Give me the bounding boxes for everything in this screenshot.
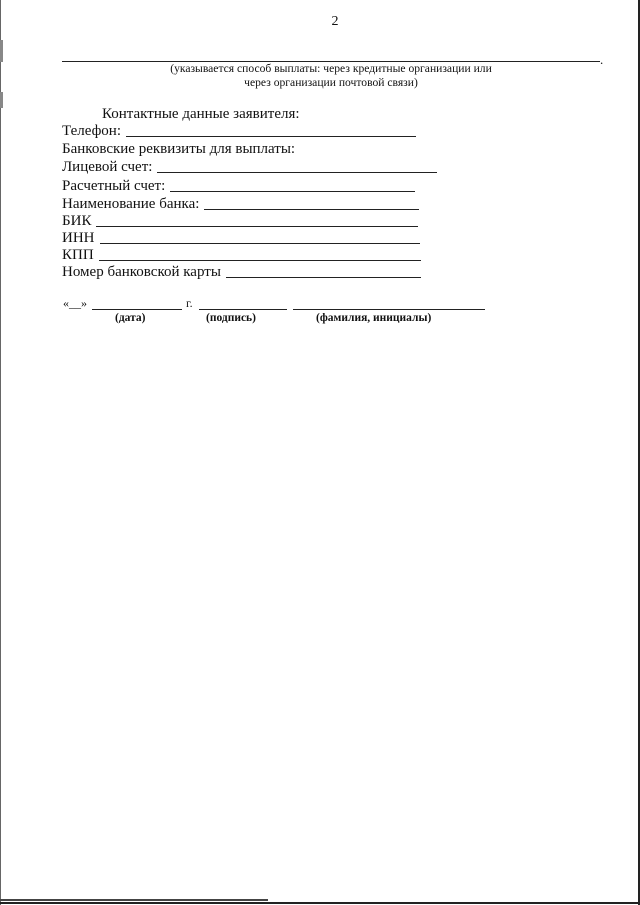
scan-bottom-edge <box>0 902 640 904</box>
signature-field[interactable] <box>199 309 287 310</box>
settlement-account-label: Расчетный счет: <box>62 178 166 194</box>
personal-account-row <box>62 158 437 176</box>
name-caption: (фамилия, инициалы) <box>316 312 432 324</box>
bank-name-label: Наименование банка: <box>62 196 200 212</box>
contacts-title: Контактные данные заявителя: <box>102 106 300 122</box>
bank-details-heading: Банковские реквизиты для выплаты: <box>62 141 296 157</box>
line-end-dot: . <box>600 52 604 67</box>
bank-name-field[interactable] <box>204 209 419 210</box>
personal-account-field[interactable] <box>157 172 437 173</box>
page-number: 2 <box>331 14 339 29</box>
bank-name-row <box>62 195 419 213</box>
scan-margin-mark <box>0 92 3 108</box>
bik-row <box>62 212 418 230</box>
kpp-label: КПП <box>62 247 94 263</box>
kpp-field[interactable] <box>99 260 421 261</box>
date-month-field[interactable] <box>92 309 182 310</box>
date-day: «__» <box>63 296 87 310</box>
settlement-account-field[interactable] <box>170 191 415 192</box>
payment-method-note <box>62 62 600 90</box>
phone-field[interactable] <box>126 136 416 137</box>
inn-label: ИНН <box>62 230 95 246</box>
bik-field[interactable] <box>96 226 418 227</box>
card-number-field[interactable] <box>226 277 421 278</box>
scan-margin-mark <box>0 40 3 62</box>
card-number-row <box>62 263 421 281</box>
scan-left-edge <box>0 0 1 905</box>
personal-account-label: Лицевой счет: <box>62 159 153 175</box>
scan-bottom-edge <box>0 899 268 901</box>
inn-field[interactable] <box>100 243 420 244</box>
signature-caption: (подпись) <box>206 312 256 324</box>
year-suffix: г. <box>186 296 193 310</box>
inn-row <box>62 229 420 247</box>
payment-note-line: (указывается способ выплаты: через кредитные организации или <box>170 62 492 75</box>
kpp-row <box>62 246 421 264</box>
settlement-account-row <box>62 177 415 195</box>
card-number-label: Номер банковской карты <box>62 264 221 280</box>
full-name-field[interactable] <box>293 309 485 310</box>
phone-row <box>62 122 416 140</box>
phone-label: Телефон: <box>62 123 121 139</box>
date-caption: (дата) <box>115 312 146 324</box>
bik-label: БИК <box>62 213 92 229</box>
payment-note-line: через организации почтовой связи) <box>244 76 418 89</box>
